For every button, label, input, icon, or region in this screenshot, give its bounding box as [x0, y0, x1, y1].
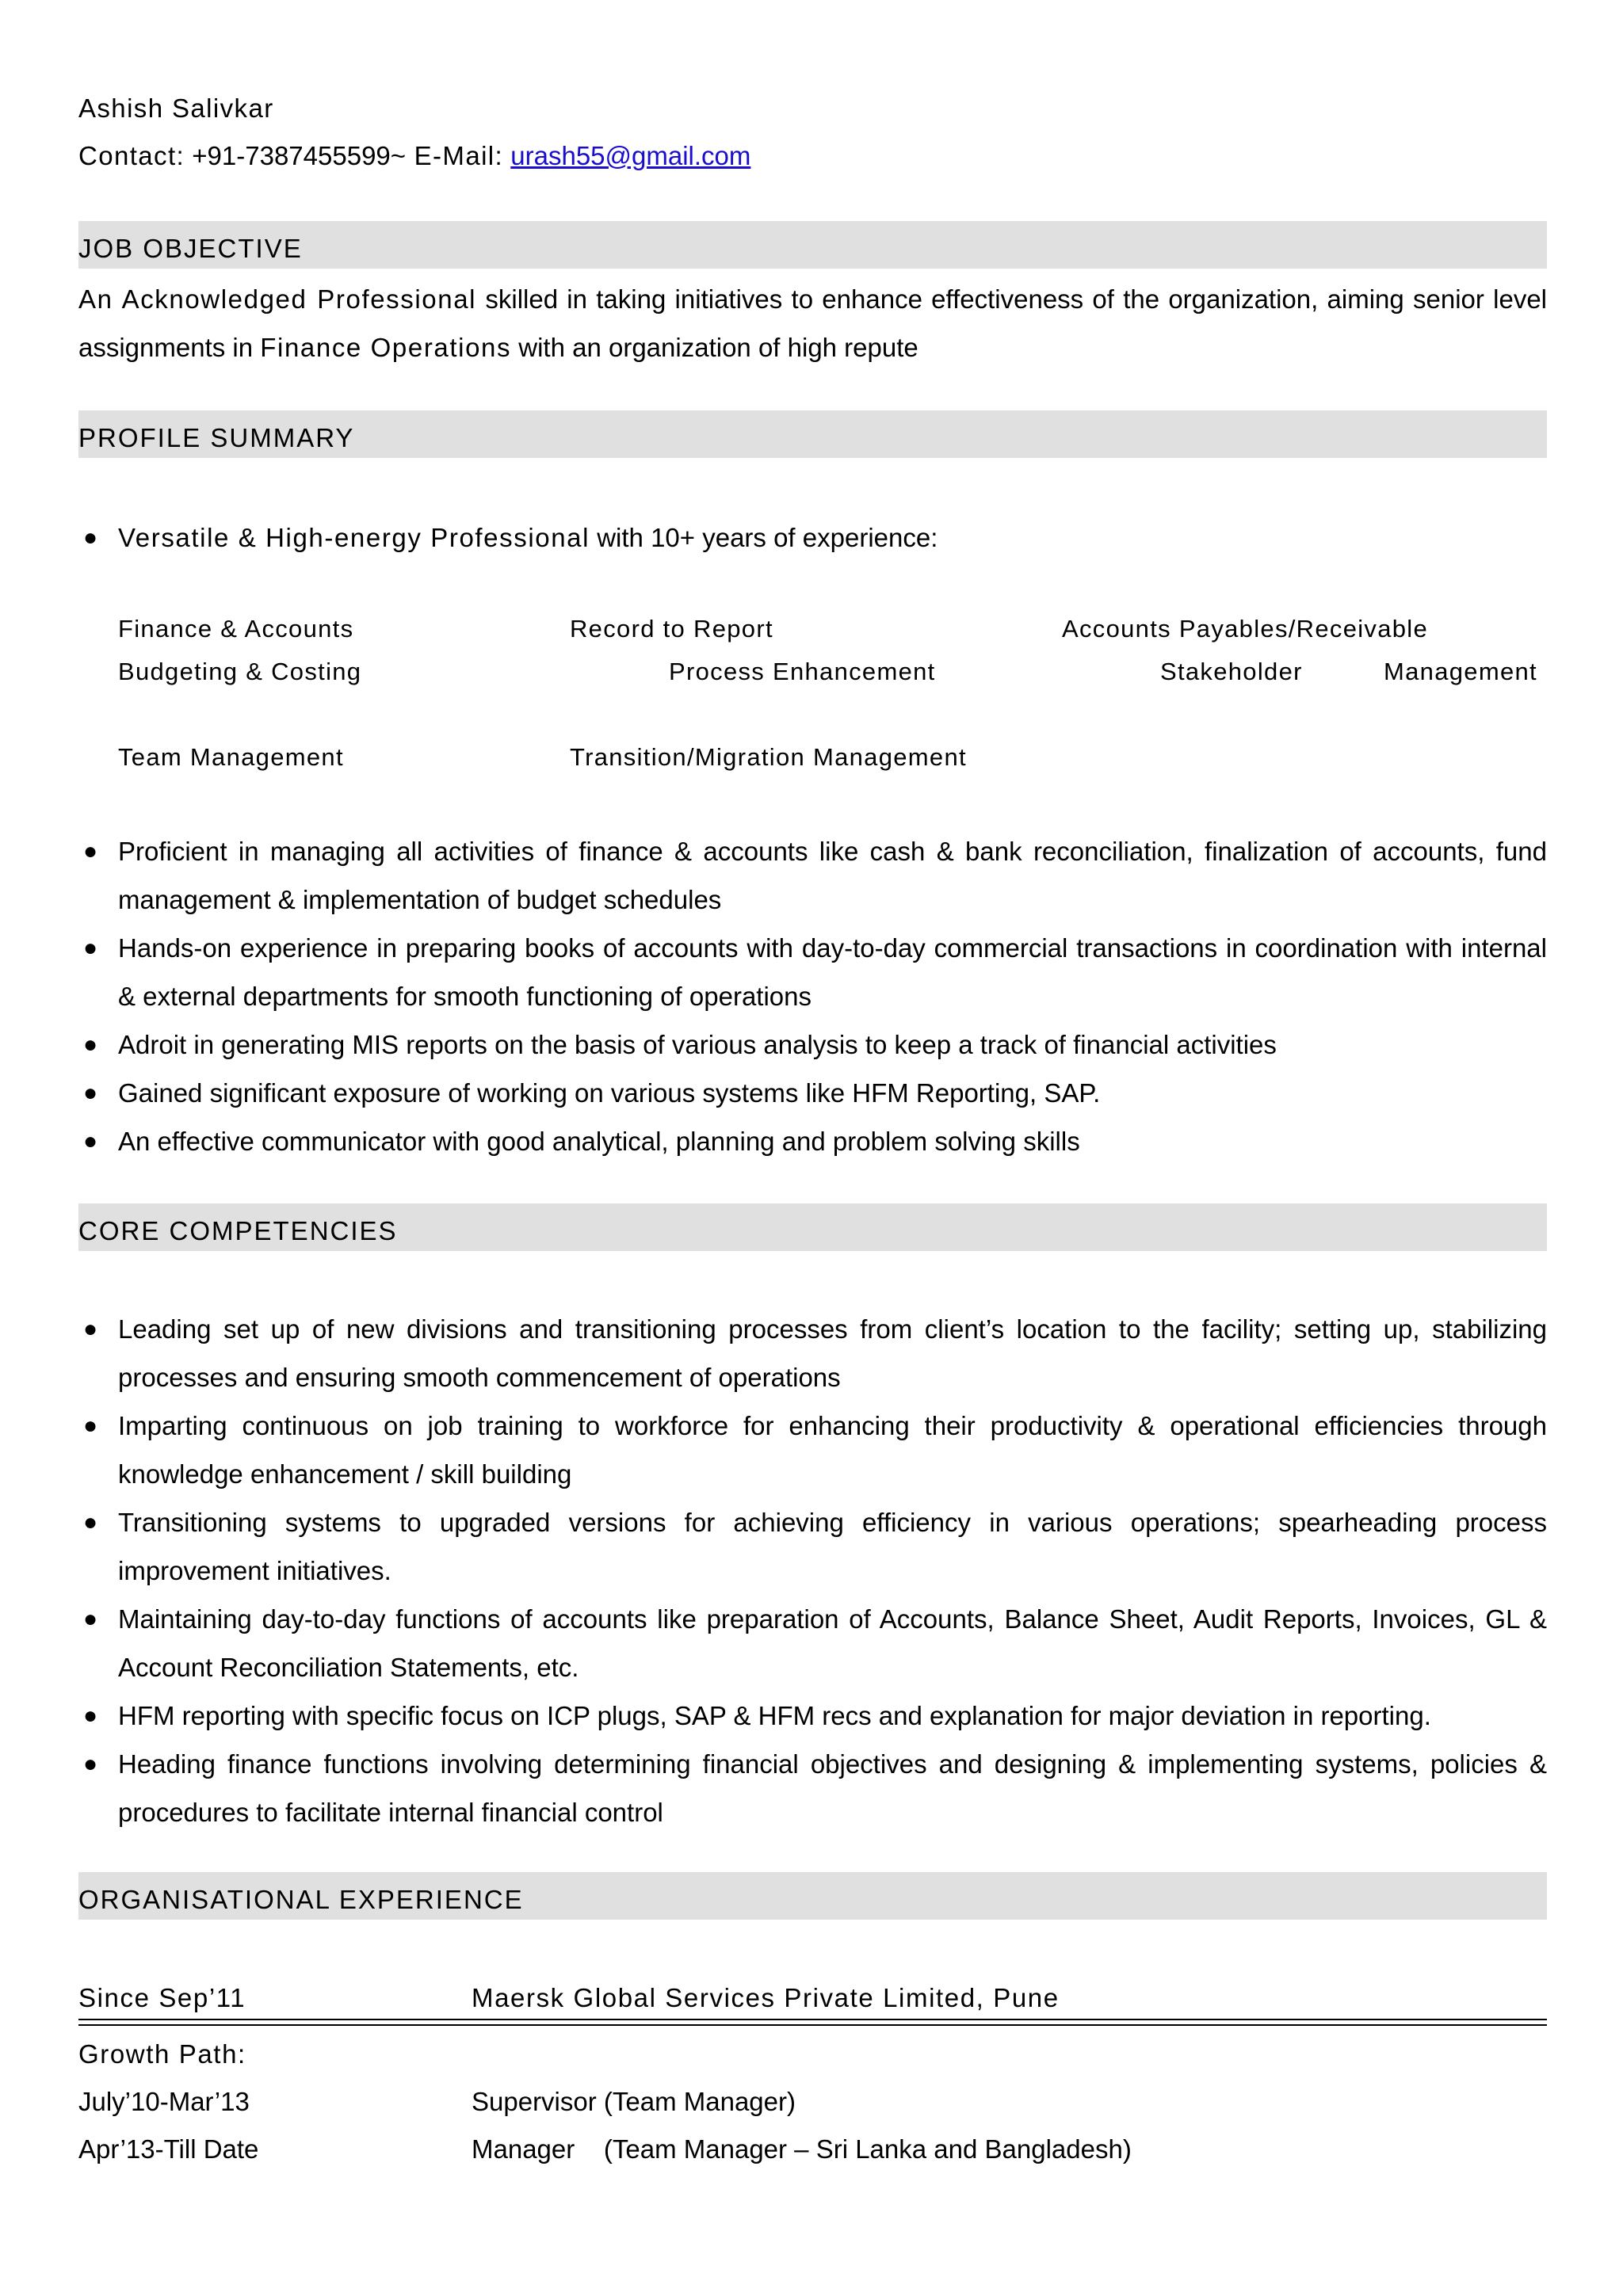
list-item: ● An effective communicator with good analytical, planning and problem solving skills [83, 1127, 1080, 1156]
candidate-name: Ashish Salivkar [78, 93, 274, 123]
experience-since: Since Sep’11 [78, 1983, 246, 2012]
contact-separator: ~ [390, 141, 407, 170]
section-title: JOB OBJECTIVE [78, 234, 303, 263]
list-item: ● Versatile & High-energy Professional with 10+ years of experience: [83, 523, 938, 552]
growth-path-label: Growth Path: [78, 2039, 246, 2069]
skill-item: Finance & Accounts [118, 615, 354, 643]
email-link[interactable]: urash55@gmail.com [510, 141, 751, 170]
skill-item: Transition/Migration Management [570, 743, 967, 771]
skill-item: Team Management [118, 743, 344, 771]
job-objective-header [78, 221, 1547, 269]
list-item: ● Proficient in managing all activities of finance & accounts like cash & bank reconciliation, finalization of accounts, fund management & implementation of budget schedules [83, 837, 1547, 914]
contact-line [78, 141, 750, 171]
role-title: Manager (Team Manager – Sri Lanka and Bangladesh) [472, 2134, 1132, 2164]
objective-text-2: with an organization of high repute [518, 333, 918, 362]
profile-intro [78, 513, 1547, 562]
list-item: ● Adroit in generating MIS reports on the basis of various analysis to keep a track of financial activities [83, 1030, 1277, 1059]
skill-item: Budgeting & Costing [118, 658, 362, 685]
skill-item: Accounts Payables/Receivable [1062, 615, 1429, 643]
profile-summary-bullets [78, 827, 1547, 1165]
objective-text-1: skilled in taking initiatives to enhance effectiveness of the organization, aiming senior level assignments in [78, 284, 1548, 362]
list-item: ● Heading finance functions involving determining financial objectives and designing & implementing systems, policies & procedures to facilitate internal financial control [83, 1749, 1547, 1827]
section-title: CORE COMPETENCIES [78, 1216, 398, 1245]
objective-lead: An Acknowledged Professional [78, 284, 477, 314]
role-title: Supervisor (Team Manager) [472, 2087, 796, 2116]
skill-item: Record to Report [570, 615, 773, 643]
contact-label: Contact: [78, 141, 185, 170]
list-item: ● Gained significant exposure of working on various systems like HFM Reporting, SAP. [83, 1078, 1101, 1108]
email-label: E-Mail: [414, 141, 504, 170]
intro-bold: Versatile & High-energy Professional [118, 523, 590, 552]
core-competencies-bullets [78, 1305, 1547, 1836]
role-period: July’10-Mar’13 [78, 2087, 250, 2116]
profile-summary-header [78, 410, 1547, 458]
company-name: Maersk Global Services Private Limited, Pune [472, 1983, 1060, 2012]
section-title: PROFILE SUMMARY [78, 423, 355, 452]
job-objective-text [78, 275, 1547, 372]
skill-item: Process Enhancement [669, 658, 936, 685]
intro-text: with 10+ years of experience: [597, 523, 938, 552]
list-item: ● Maintaining day-to-day functions of accounts like preparation of Accounts, Balance Sheet, Audit Reports, Invoices, GL & Account Reconciliation Statements, etc. [83, 1604, 1547, 1682]
list-item: ● HFM reporting with specific focus on ICP plugs, SAP & HFM recs and explanation for major deviation in reporting. [83, 1701, 1431, 1730]
skill-item: Stakeholder [1160, 658, 1303, 685]
core-competencies-header [78, 1203, 1547, 1251]
list-item: ● Imparting continuous on job training to workforce for enhancing their productivity & operational efficiencies through knowledge enhancement / skill building [83, 1411, 1547, 1489]
section-title: ORGANISATIONAL EXPERIENCE [78, 1885, 524, 1914]
divider [78, 2019, 1547, 2026]
role-period: Apr’13-Till Date [78, 2134, 259, 2164]
list-item: ● Hands-on experience in preparing books of accounts with day-to-day commercial transactions in coordination with internal & external departments for smooth functioning of operations [83, 933, 1547, 1011]
list-item: ● Leading set up of new divisions and transitioning processes from client’s location to the facility; setting up, stabilizing processes and ensuring smooth commencement of operations [83, 1314, 1547, 1392]
list-item: ● Transitioning systems to upgraded versions for achieving efficiency in various operations; spearheading process improvement initiatives. [83, 1508, 1547, 1585]
experience-header [78, 1872, 1547, 1920]
objective-highlight: Finance Operations [260, 333, 512, 362]
phone-number: +91-7387455599 [192, 141, 391, 170]
skill-item: Management [1384, 658, 1537, 685]
